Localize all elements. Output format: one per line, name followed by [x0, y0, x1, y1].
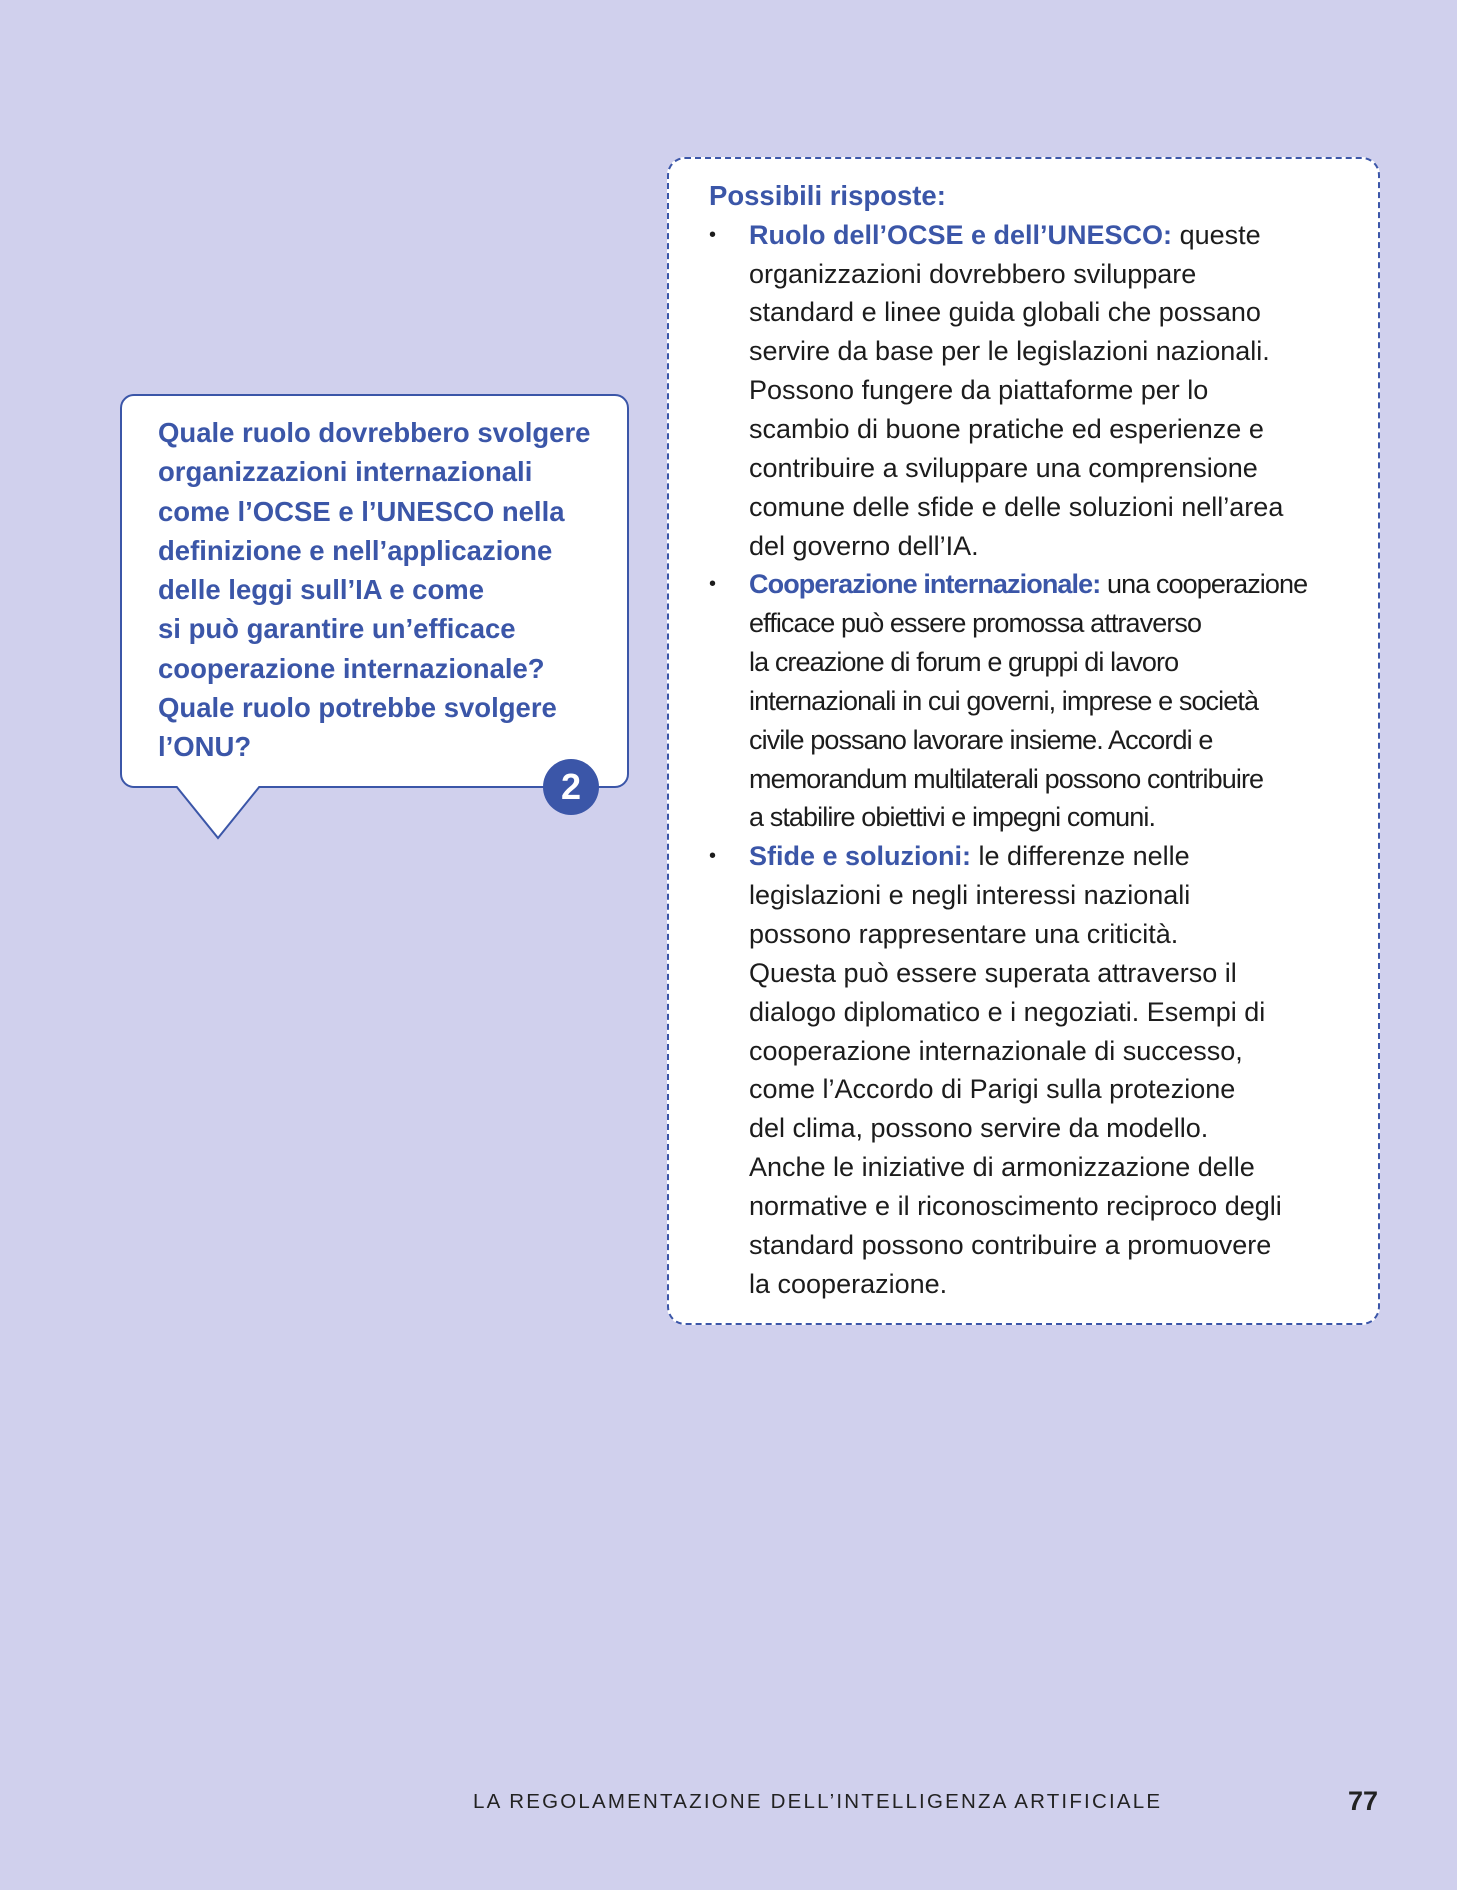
answer-line: dialogo diplomatico e i negoziati. Esempi di	[749, 996, 1266, 1027]
answer-text: le differenze nelle	[978, 841, 1190, 872]
question-text	[158, 413, 607, 767]
answer-item-international-cooperation	[709, 565, 1348, 837]
answer-line: internazionali in cui governi, imprese e società	[749, 685, 1259, 716]
answer-line: del clima, possono servire da modello.	[749, 1113, 1209, 1144]
answer-lead: Cooperazione internazionale:	[749, 569, 1101, 600]
answers-list	[709, 216, 1348, 1304]
question-line: Quale ruolo dovrebbero svolgere	[158, 417, 591, 448]
answer-line: come l’Accordo di Parigi sulla protezione	[749, 1074, 1236, 1105]
answer-line: efficace può essere promossa attraverso	[749, 608, 1202, 639]
answers-box	[667, 157, 1380, 1325]
answer-line: legislazioni e negli interessi nazionali	[749, 880, 1191, 911]
speech-bubble-tail	[176, 786, 260, 840]
bullet-dot: •	[709, 223, 717, 246]
question-number-badge: 2	[543, 759, 599, 815]
answer-line: organizzazioni dovrebbero sviluppare	[749, 258, 1197, 289]
answer-item-challenges-solutions	[709, 837, 1348, 1303]
bullet-dot: •	[709, 573, 716, 596]
answer-lead: Ruolo dell’OCSE e dell’UNESCO:	[749, 219, 1173, 250]
answer-line: servire da base per le legislazioni nazionali.	[749, 336, 1270, 367]
answers-title: Possibili risposte:	[709, 180, 946, 211]
answer-lead: Sfide e soluzioni:	[749, 841, 972, 872]
answer-line: del governo dell’IA.	[749, 530, 979, 561]
question-line: organizzazioni internazionali	[158, 456, 533, 488]
question-line: delle leggi sull’IA e come	[158, 574, 485, 606]
page-number: 77	[1347, 1786, 1378, 1816]
answer-line: Questa può essere superata attraverso il	[749, 957, 1237, 988]
answer-line: standard e linee guida globali che possano	[749, 297, 1261, 328]
answer-line: Possono fungere da piattaforme per lo	[749, 375, 1209, 406]
question-line: l’ONU?	[158, 731, 252, 763]
answer-line: possono rappresentare una criticità.	[749, 918, 1179, 949]
answer-line: standard possono contribuire a promuovere	[749, 1229, 1272, 1260]
bullet-dot: •	[709, 845, 717, 868]
answer-line: Anche le iniziative di armonizzazione delle	[749, 1152, 1255, 1183]
answer-line: memorandum multilaterali possono contribuire	[749, 763, 1264, 794]
answer-line: cooperazione internazionale di successo,	[749, 1035, 1243, 1066]
answer-line: contribuire a sviluppare una comprensione	[749, 452, 1258, 483]
answer-line: scambio di buone pratiche ed esperienze e	[749, 414, 1264, 445]
footer-running-title: LA REGOLAMENTAZIONE DELL’INTELLIGENZA ARTIFICIALE	[473, 1790, 1163, 1813]
answer-line: civile possano lavorare insieme. Accordi e	[749, 724, 1213, 755]
answer-line: comune delle sfide e delle soluzioni nell’area	[749, 491, 1284, 522]
question-bubble	[120, 394, 629, 788]
answer-line: la creazione di forum e gruppi di lavoro	[749, 647, 1179, 678]
answer-line: la cooperazione.	[749, 1268, 948, 1299]
question-line: si può garantire un’efficace	[158, 613, 516, 645]
answer-line: normative e il riconoscimento reciproco degli	[749, 1190, 1282, 1221]
answer-text: una cooperazione	[1106, 569, 1308, 600]
answer-item-oecd-unesco	[709, 216, 1348, 566]
question-line: cooperazione internazionale?	[158, 652, 545, 684]
question-line: come l’OCSE e l’UNESCO nella	[158, 495, 565, 527]
answer-line: a stabilire obiettivi e impegni comuni.	[749, 802, 1156, 833]
question-line: Quale ruolo potrebbe svolgere	[158, 692, 557, 724]
answer-text: queste	[1179, 219, 1261, 250]
question-line: definizione e nell’applicazione	[158, 534, 553, 566]
